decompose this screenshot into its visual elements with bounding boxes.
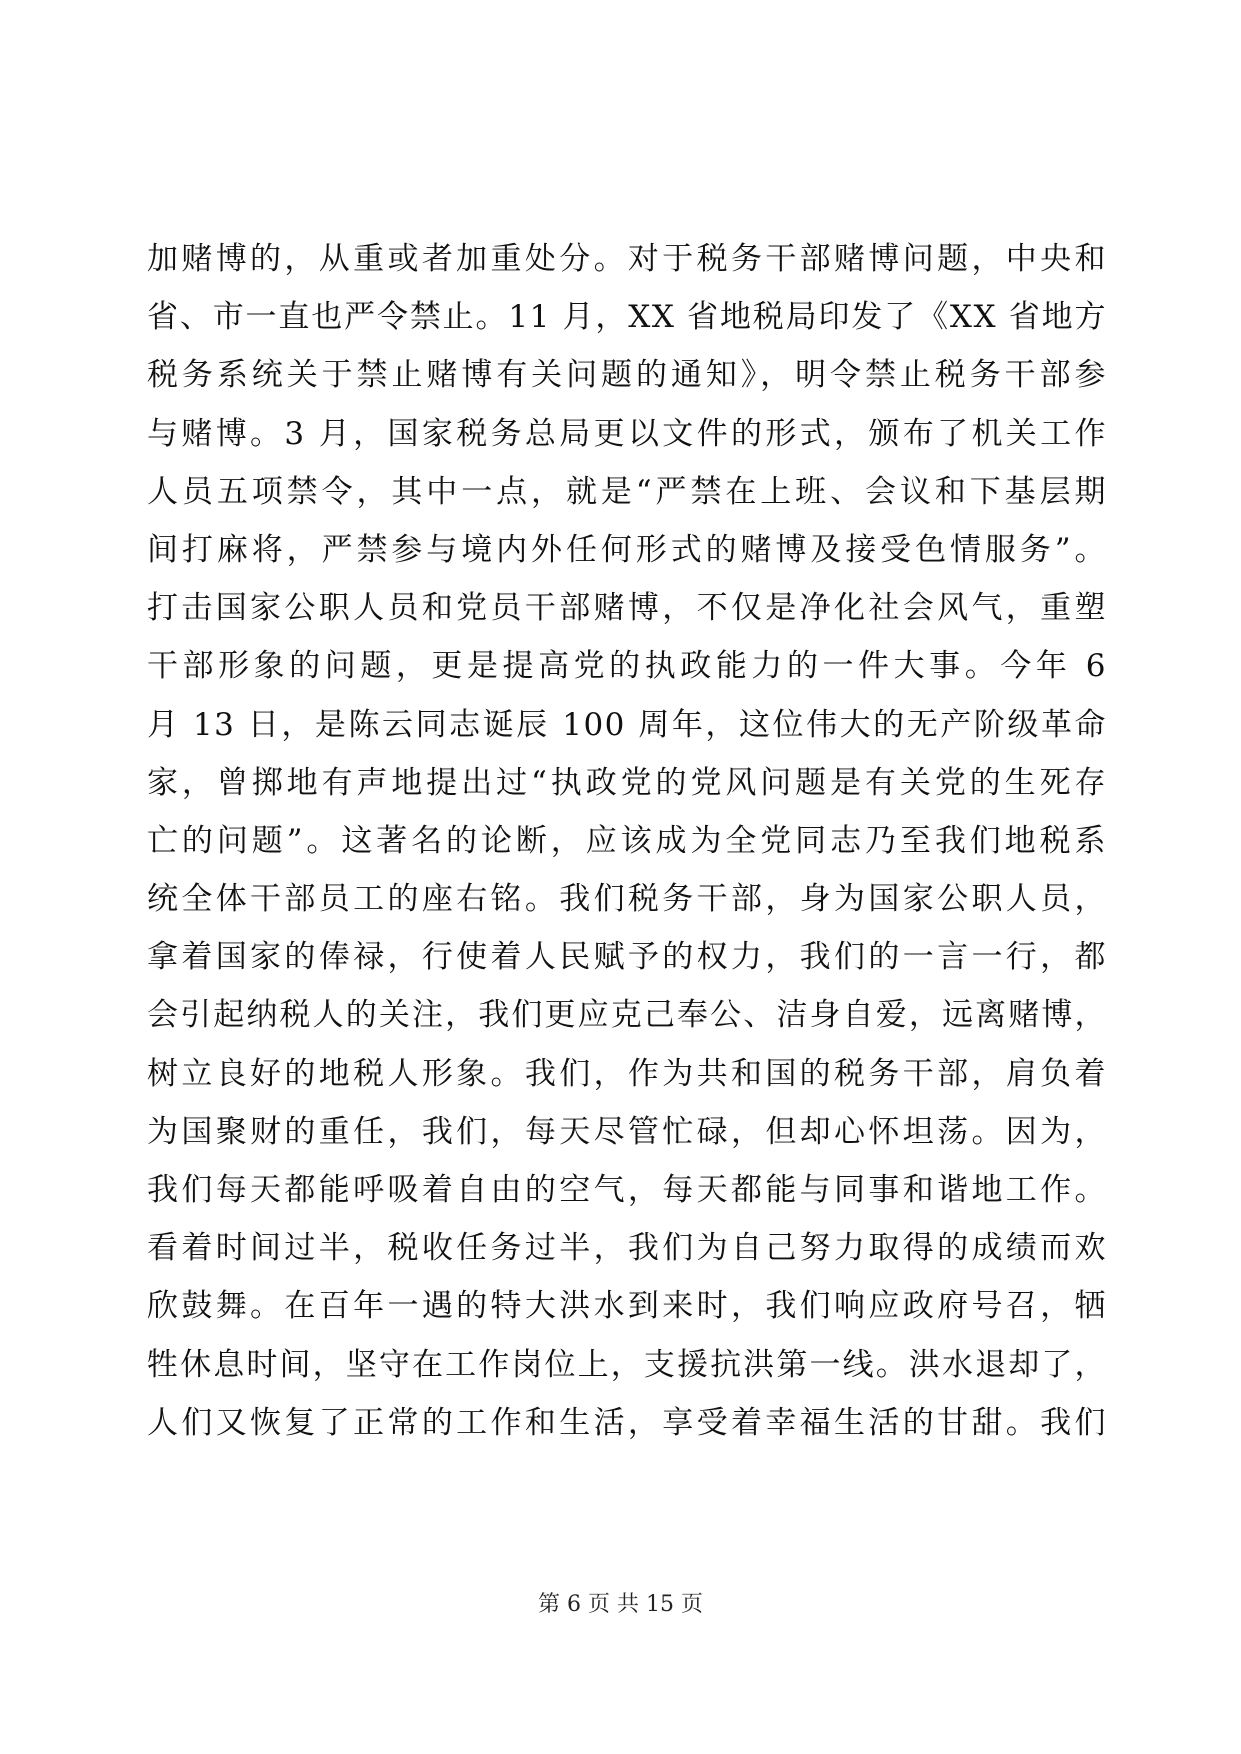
text-line: 统全体干部员工的座右铭。我们税务干部，身为国家公职人员， [147, 881, 1107, 918]
text-line: 间打麻将，严禁参与境内外任何形式的赌博及接受色情服务”。 [147, 531, 1107, 568]
text-line: 拿着国家的俸禄，行使着人民赋予的权力，我们的一言一行，都 [147, 939, 1107, 976]
text-line: 月 13 日，是陈云同志诞辰 100 周年，这位伟大的无产阶级革命 [147, 706, 1107, 743]
text-line: 人们又恢复了正常的工作和生活，享受着幸福生活的甘甜。我们 [147, 1404, 1107, 1441]
body-text [147, 230, 1107, 1452]
page-number-label: 第 6 页 共 15 页 [538, 1592, 703, 1617]
page-footer [0, 1591, 1241, 1619]
text-line: 打击国家公职人员和党员干部赌博，不仅是净化社会风气，重塑 [147, 590, 1107, 627]
text-line: 省、市一直也严令禁止。11 月，XX 省地税局印发了《XX 省地方 [147, 299, 1107, 336]
text-line: 干部形象的问题，更是提高党的执政能力的一件大事。今年 6 [147, 648, 1107, 685]
text-line: 亡的问题”。这著名的论断，应该成为全党同志乃至我们地税系 [147, 822, 1107, 859]
text-line: 会引起纳税人的关注，我们更应克己奉公、洁身自爱，远离赌博， [147, 997, 1107, 1034]
text-line: 家，曾掷地有声地提出过“执政党的党风问题是有关党的生死存 [147, 764, 1107, 801]
text-line: 我们每天都能呼吸着自由的空气，每天都能与同事和谐地工作。 [147, 1172, 1107, 1208]
text-line: 税务系统关于禁止赌博有关问题的通知》，明令禁止税务干部参 [147, 357, 1107, 394]
text-line: 树立良好的地税人形象。我们，作为共和国的税务干部，肩负着 [147, 1055, 1107, 1092]
text-line: 加赌博的，从重或者加重处分。对于税务干部赌博问题，中央和 [147, 241, 1107, 277]
text-line: 与赌博。3 月，国家税务总局更以文件的形式，颁布了机关工作 [147, 415, 1107, 452]
text-line: 为国聚财的重任，我们，每天尽管忙碌，但却心怀坦荡。因为， [147, 1113, 1107, 1150]
text-line: 看着时间过半，税收任务过半，我们为自己努力取得的成绩而欢 [147, 1230, 1107, 1267]
text-line: 人员五项禁令，其中一点，就是“严禁在上班、会议和下基层期 [147, 473, 1107, 510]
text-line: 牲休息时间，坚守在工作岗位上，支援抗洪第一线。洪水退却了， [147, 1346, 1107, 1383]
text-line: 欣鼓舞。在百年一遇的特大洪水到来时，我们响应政府号召，牺 [147, 1288, 1107, 1325]
